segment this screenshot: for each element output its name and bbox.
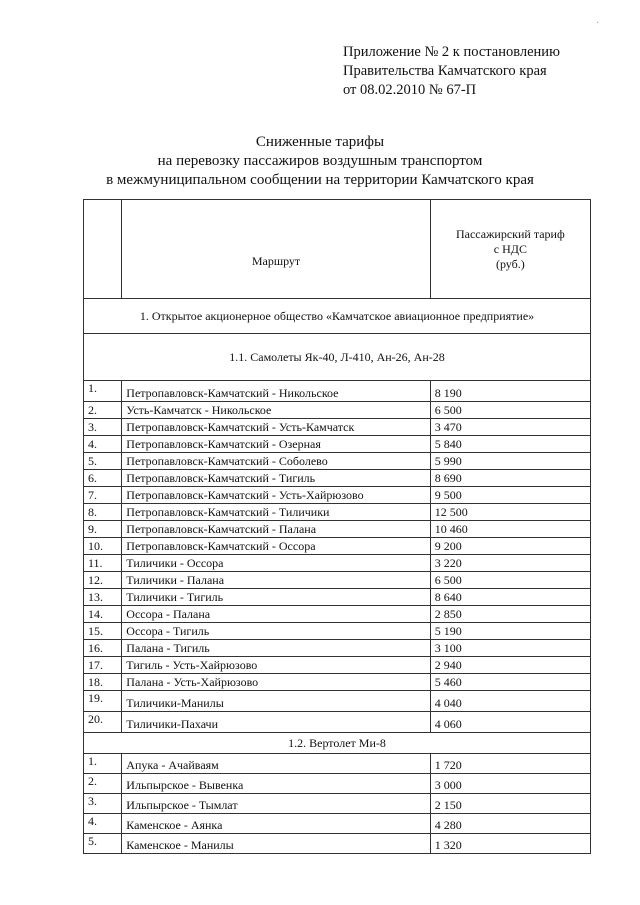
tariffs-table: [83, 199, 591, 854]
row-number: 4.: [84, 814, 122, 834]
row-route: Петропавловск-Камчатский - Соболево: [122, 453, 430, 470]
annex-line: от 08.02.2010 № 67-П: [343, 82, 477, 98]
table-row: [84, 606, 591, 623]
row-price: 8 640: [430, 589, 590, 606]
row-price: 4 280: [430, 814, 590, 834]
table-row: [84, 754, 591, 774]
row-route: Тиличики-Манилы: [122, 691, 430, 712]
table-row: [84, 381, 591, 402]
row-number: 9.: [84, 521, 122, 538]
row-price: 5 190: [430, 623, 590, 640]
row-price: 5 840: [430, 436, 590, 453]
row-price: 8 690: [430, 470, 590, 487]
annex-line: Приложение № 2 к постановлению: [343, 44, 560, 60]
header-num-cell: [84, 200, 122, 299]
header-price-cell: [430, 200, 590, 299]
row-number: 5.: [84, 453, 122, 470]
table-row: [84, 657, 591, 674]
company-name: 1. Открытое акционерное общество «Камчатское авиационное предприятие»: [84, 299, 591, 334]
row-route: Петропавловск-Камчатский - Усть-Хайрюзово: [122, 487, 430, 504]
row-price: 6 500: [430, 402, 590, 419]
row-number: 6.: [84, 470, 122, 487]
row-route: Каменское - Аянка: [122, 814, 430, 834]
row-price: 2 150: [430, 794, 590, 814]
row-number: 3.: [84, 794, 122, 814]
table-row: [84, 572, 591, 589]
row-price: 3 470: [430, 419, 590, 436]
row-price: 9 200: [430, 538, 590, 555]
row-number: 18.: [84, 674, 122, 691]
row-number: 7.: [84, 487, 122, 504]
row-number: 13.: [84, 589, 122, 606]
row-price: 1 720: [430, 754, 590, 774]
table-row: [84, 436, 591, 453]
table-row: [84, 504, 591, 521]
row-price: 3 220: [430, 555, 590, 572]
section-header-row: [84, 334, 591, 381]
table-row: [84, 555, 591, 572]
row-number: 11.: [84, 555, 122, 572]
section1-title: 1.1. Самолеты Як-40, Л-410, Ан-26, Ан-28: [84, 334, 591, 381]
table-row: [84, 538, 591, 555]
row-price: 2 850: [430, 606, 590, 623]
row-number: 10.: [84, 538, 122, 555]
table-row: [84, 623, 591, 640]
row-number: 1.: [84, 381, 122, 402]
header-price-line: Пассажирский тариф: [455, 226, 565, 241]
row-price: 10 460: [430, 521, 590, 538]
row-route: Петропавловск-Камчатский - Палана: [122, 521, 430, 538]
header-route-cell: Маршрут: [122, 200, 430, 299]
row-route: Петропавловск-Камчатский - Тигиль: [122, 470, 430, 487]
row-number: 14.: [84, 606, 122, 623]
scan-mark: ·: [596, 18, 600, 29]
row-route: Ильпырское - Вывенка: [122, 774, 430, 794]
row-number: 3.: [84, 419, 122, 436]
row-route: Палана - Тигиль: [122, 640, 430, 657]
row-price: 2 940: [430, 657, 590, 674]
row-route: Петропавловск-Камчатский - Тиличики: [122, 504, 430, 521]
row-number: 1.: [84, 754, 122, 774]
header-price-line: с НДС: [493, 241, 527, 256]
row-route: Каменское - Манилы: [122, 834, 430, 854]
row-route: Петропавловск-Камчатский - Озерная: [122, 436, 430, 453]
annex-line: Правительства Камчатского края: [343, 63, 547, 79]
row-price: 6 500: [430, 572, 590, 589]
row-number: 15.: [84, 623, 122, 640]
row-price: 3 000: [430, 774, 590, 794]
row-route: Оссора - Палана: [122, 606, 430, 623]
row-number: 16.: [84, 640, 122, 657]
table-row: [84, 834, 591, 854]
row-price: 12 500: [430, 504, 590, 521]
table-row: [84, 691, 591, 712]
row-number: 12.: [84, 572, 122, 589]
table-row: [84, 470, 591, 487]
row-number: 2.: [84, 774, 122, 794]
row-price: 4 060: [430, 712, 590, 733]
table-row: [84, 794, 591, 814]
row-route: Оссора - Тигиль: [122, 623, 430, 640]
row-route: Петропавловск-Камчатский - Никольское: [122, 381, 430, 402]
table-row: [84, 419, 591, 436]
row-route: Тиличики - Тигиль: [122, 589, 430, 606]
table-row: [84, 521, 591, 538]
table-row: [84, 589, 591, 606]
table-header-row: [84, 200, 591, 299]
row-number: 20.: [84, 712, 122, 733]
row-route: Тигиль - Усть-Хайрюзово: [122, 657, 430, 674]
table-row: [84, 487, 591, 504]
document-title: [0, 133, 640, 190]
row-route: Петропавловск-Камчатский - Оссора: [122, 538, 430, 555]
row-route: Палана - Усть-Хайрюзово: [122, 674, 430, 691]
title-line: Сниженные тарифы: [255, 134, 385, 150]
table-row: [84, 453, 591, 470]
table-row: [84, 712, 591, 733]
section2-title: 1.2. Вертолет Ми-8: [84, 733, 591, 754]
row-route: Апука - Ачайваям: [122, 754, 430, 774]
row-number: 8.: [84, 504, 122, 521]
row-price: 5 460: [430, 674, 590, 691]
row-route: Тиличики-Пахачи: [122, 712, 430, 733]
table-row: [84, 674, 591, 691]
table-row: [84, 640, 591, 657]
row-price: 4 040: [430, 691, 590, 712]
title-line: на перевозку пассажиров воздушным транспортом: [157, 153, 483, 169]
row-price: 3 100: [430, 640, 590, 657]
row-price: 1 320: [430, 834, 590, 854]
row-number: 4.: [84, 436, 122, 453]
header-price-line: (руб.): [495, 256, 525, 271]
row-route: Петропавловск-Камчатский - Усть-Камчатск: [122, 419, 430, 436]
row-route: Ильпырское - Тымлат: [122, 794, 430, 814]
row-number: 2.: [84, 402, 122, 419]
table-row: [84, 402, 591, 419]
table-row: [84, 774, 591, 794]
row-route: Тиличики - Оссора: [122, 555, 430, 572]
company-row: [84, 299, 591, 334]
annex-header: [343, 43, 560, 100]
row-price: 9 500: [430, 487, 590, 504]
section-header-row: [84, 733, 591, 754]
title-line: в межмуниципальном сообщении на территории Камчатского края: [106, 172, 534, 188]
row-number: 5.: [84, 834, 122, 854]
row-route: Тиличики - Палана: [122, 572, 430, 589]
table-row: [84, 814, 591, 834]
row-route: Усть-Камчатск - Никольское: [122, 402, 430, 419]
row-price: 5 990: [430, 453, 590, 470]
row-number: 17.: [84, 657, 122, 674]
row-price: 8 190: [430, 381, 590, 402]
row-number: 19.: [84, 691, 122, 712]
